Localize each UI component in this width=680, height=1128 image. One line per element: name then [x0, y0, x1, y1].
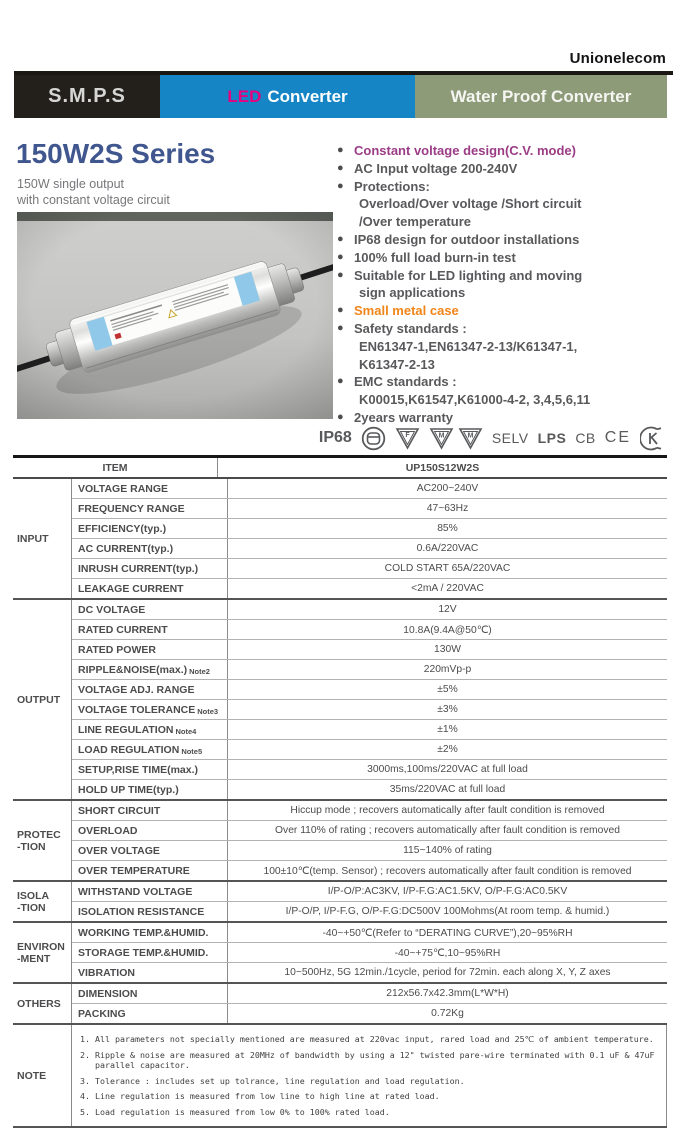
header-bar [14, 75, 667, 118]
lps-mark: LPS [537, 430, 567, 446]
feature-text: Constant voltage design(C.V. mode) [354, 143, 576, 158]
section-label: PROTEC -TION [13, 801, 72, 880]
note-line: 5. Load regulation is measured from low 0% to 100% rated load. [80, 1106, 390, 1117]
brand-logo: Unionelecom [569, 50, 666, 67]
section-protection [13, 801, 667, 882]
feature-item [337, 356, 673, 374]
feature-item [337, 284, 673, 302]
power-supply-image [17, 212, 333, 419]
feature-item [337, 160, 673, 178]
feature-text: IP68 design for outdoor installations [354, 231, 580, 247]
table-row: DIMENSION 212x56.7x42.3mm(L*W*H) [72, 984, 667, 1003]
feature-text: 100% full load burn-in test [354, 249, 516, 265]
m-triangle-icon [429, 427, 454, 450]
item-header-cell: ITEM [13, 458, 218, 477]
table-row: PACKING 0.72Kg [72, 1003, 667, 1023]
section-output [13, 600, 667, 801]
feature-item [337, 249, 673, 267]
table-row: ISOLATION RESISTANCE I/P-O/P, I/P-F.G, O/P-F.G:DC500V 100Mohms(At room temp. & humid.) [72, 901, 667, 921]
note-body [72, 1025, 667, 1126]
m-triangle-icon [458, 427, 483, 450]
table-row: WITHSTAND VOLTAGE I/P-O/P:AC3KV, I/P-F.G:AC1.5KV, O/P-F.G:AC0.5KV [72, 882, 667, 901]
section-label: NOTE [13, 1025, 72, 1126]
table-row: EFFICIENCY(typ.) 85% [72, 518, 667, 538]
subtitle-line-2: with constant voltage circuit [17, 193, 170, 207]
feature-item [337, 231, 673, 249]
feature-text: Suitable for LED lighting and moving [354, 267, 583, 283]
feature-item [337, 195, 673, 213]
section-label: ISOLA -TION [13, 882, 72, 921]
svg-text:M: M [467, 432, 474, 439]
svg-text:F: F [405, 431, 410, 439]
feature-text: 2years warranty [354, 409, 454, 425]
spec-table [13, 455, 667, 1128]
feature-item [337, 391, 673, 409]
table-row: STORAGE TEMP.&HUMID. -40~+75℃,10~95%RH [72, 942, 667, 962]
section-label: OTHERS [13, 984, 72, 1023]
feature-item [337, 267, 673, 285]
section-isolation [13, 882, 667, 923]
feature-text: AC Input voltage 200-240V [354, 160, 518, 176]
kc-mark-icon [640, 426, 666, 451]
section-label: OUTPUT [13, 600, 72, 799]
feature-text: Safety standards : [354, 320, 467, 336]
note-line: 3. Tolerance : includes set up tolrance, line regulation and load regulation. [80, 1075, 465, 1086]
feature-text: EN61347-1,EN61347-2-13/K61347-1, [359, 338, 578, 354]
feature-text: K00015,K61547,K61000-4-2, 3,4,5,6,11 [359, 392, 591, 408]
feature-text: EMC standards : [354, 374, 457, 390]
feature-text: sign applications [359, 285, 466, 301]
enclosure-icon [361, 426, 386, 451]
model-header-cell: UP150S12W2S [405, 461, 480, 474]
feature-list [337, 142, 673, 427]
table-row: SHORT CIRCUIT Hiccup mode ; recovers automatically after fault condition is removed [72, 801, 667, 820]
feature-text: Small metal case [354, 303, 459, 319]
table-row: LINE REGULATION Note4 ±1% [72, 719, 667, 739]
svg-text:M: M [438, 432, 445, 439]
feature-item [337, 338, 673, 356]
cb-mark: CB [575, 430, 596, 446]
table-row: LOAD REGULATION Note5 ±2% [72, 739, 667, 759]
table-row: SETUP,RISE TIME(max.) 3000ms,100ms/220VAC at full load [72, 759, 667, 779]
section-label: ENVIRON -MENT [13, 923, 72, 982]
table-row: OVER VOLTAGE 115~140% of rating [72, 840, 667, 860]
header-waterproof-label: Water Proof Converter [415, 75, 667, 118]
header-smps-label: S.M.P.S [14, 75, 160, 118]
feature-text: Protections: [354, 178, 430, 194]
selv-mark: SELV [491, 430, 529, 446]
note-line: 2. Ripple & noise are measured at 20MHz of bandwidth by using a 12" twisted pare-wire terminated with 0.1 uF & 47uF [80, 1049, 655, 1060]
product-photo [17, 212, 333, 419]
table-row: VOLTAGE ADJ. RANGE ±5% [72, 679, 667, 699]
table-row: OVERLOAD Over 110% of rating ; recovers automatically after fault condition is removed [72, 820, 667, 840]
subtitle-line-1: 150W single output [17, 177, 125, 191]
header-led-converter [160, 75, 415, 118]
table-row: VIBRATION 10~500Hz, 5G 12min./1cycle, period for 72min. each along X, Y, Z axes [72, 962, 667, 982]
table-row: LEAKAGE CURRENT <2mA / 220VAC [72, 578, 667, 598]
section-environment [13, 923, 667, 984]
table-row: WORKING TEMP.&HUMID. -40~+50℃(Refer to “DERATING CURVE”),20~95%RH [72, 923, 667, 942]
header-led-text: LED [227, 86, 262, 106]
feature-item [337, 213, 673, 231]
feature-item [337, 373, 673, 391]
feature-text: K61347-2-13 [359, 356, 435, 372]
note-line: parallel capacitor. [80, 1060, 190, 1070]
table-row: VOLTAGE TOLERANCE Note3 ±3% [72, 699, 667, 719]
note-line: 4. Line regulation is measured from low line to high line at rated load. [80, 1091, 440, 1101]
feature-item [337, 178, 673, 196]
table-row: RIPPLE&NOISE(max.) Note2 220mVp-p [72, 659, 667, 679]
certification-row [319, 423, 666, 453]
section-others [13, 984, 667, 1025]
table-row: RATED CURRENT 10.8A(9.4A@50℃) [72, 619, 667, 639]
table-row: FREQUENCY RANGE 47~63Hz [72, 498, 667, 518]
f-triangle-icon [395, 427, 420, 450]
header-converter-text: Converter [267, 86, 348, 106]
note-line: 1. All parameters not specially mentioned are measured at 220vac input, rared load and 25℃ of ambient temperature. [80, 1034, 654, 1044]
page-title: 150W2S Series [16, 138, 216, 169]
ip68-mark: IP68 [318, 429, 352, 446]
table-row: HOLD UP TIME(typ.) 35ms/220VAC at full load [72, 779, 667, 799]
table-row: DC VOLTAGE 12V [72, 600, 667, 619]
section-input [13, 479, 667, 600]
feature-text: /Over temperature [359, 214, 471, 230]
spec-table-header [13, 458, 667, 479]
feature-item [337, 302, 673, 320]
table-row: RATED POWER 130W [72, 639, 667, 659]
page-subtitle [17, 176, 170, 208]
section-note [13, 1025, 667, 1128]
section-label: INPUT [13, 479, 72, 598]
ce-mark: CE [604, 429, 631, 446]
feature-item [337, 320, 673, 338]
table-row: OVER TEMPERATURE 100±10℃(temp. Sensor) ; recovers automatically after fault condition is removed [72, 860, 667, 880]
feature-text: Overload/Over voltage /Short circuit [359, 196, 582, 212]
table-row: VOLTAGE RANGE AC200~240V [72, 479, 667, 498]
feature-item [337, 142, 673, 160]
table-row: INRUSH CURRENT(typ.) COLD START 65A/220VAC [72, 558, 667, 578]
table-row: AC CURRENT(typ.) 0.6A/220VAC [72, 538, 667, 558]
